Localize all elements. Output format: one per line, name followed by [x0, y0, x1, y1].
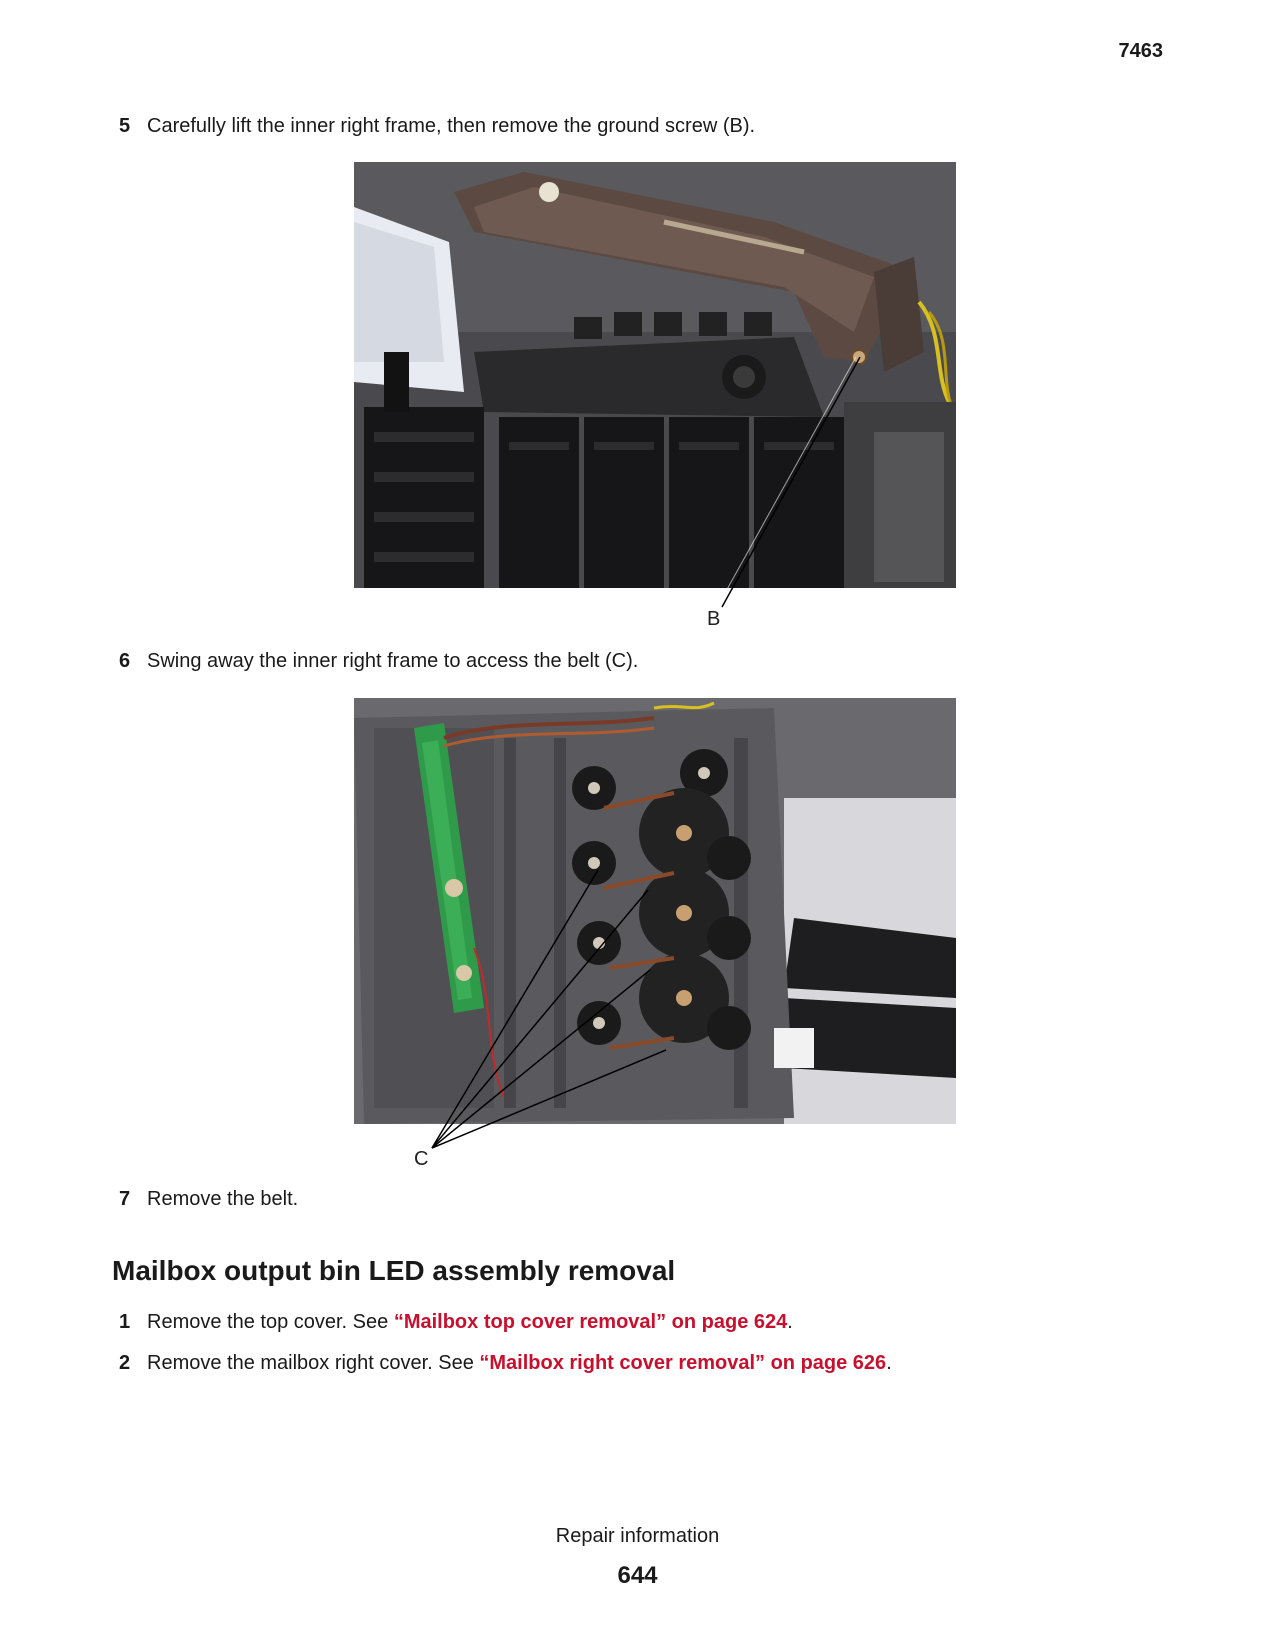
- section-step-2: [119, 1350, 892, 1376]
- step-5: [119, 113, 755, 139]
- callout-b-label: B: [707, 608, 721, 630]
- step-number: 5: [119, 115, 131, 137]
- step-number: 6: [119, 650, 131, 672]
- step-7: [119, 1186, 298, 1212]
- step-6: [119, 648, 638, 674]
- section-step-1: [119, 1309, 793, 1335]
- page-number: 644: [617, 1562, 658, 1589]
- step-number: 1: [119, 1311, 131, 1333]
- step-text-end: .: [787, 1311, 793, 1333]
- callout-c-leader: [420, 780, 780, 1155]
- step-text: Remove the mailbox right cover. See: [147, 1352, 480, 1374]
- callout-b-leader: [690, 350, 870, 615]
- footer-title: Repair information: [555, 1525, 720, 1547]
- right-cover-removal-link[interactable]: “Mailbox right cover removal” on page 626: [479, 1352, 887, 1374]
- step-text: Remove the top cover. See: [147, 1311, 394, 1333]
- step-text: Remove the belt.: [147, 1188, 299, 1210]
- callout-c-label: C: [414, 1148, 429, 1170]
- step-text: Swing away the inner right frame to access the belt (C).: [147, 650, 639, 672]
- step-text-end: .: [886, 1352, 892, 1374]
- step-number: 2: [119, 1352, 131, 1374]
- top-cover-removal-link[interactable]: “Mailbox top cover removal” on page 624: [393, 1311, 788, 1333]
- step-number: 7: [119, 1188, 131, 1210]
- step-text: Carefully lift the inner right frame, then remove the ground screw (B).: [147, 115, 756, 137]
- model-number: 7463: [1118, 40, 1163, 62]
- section-title: Mailbox output bin LED assembly removal: [112, 1255, 676, 1286]
